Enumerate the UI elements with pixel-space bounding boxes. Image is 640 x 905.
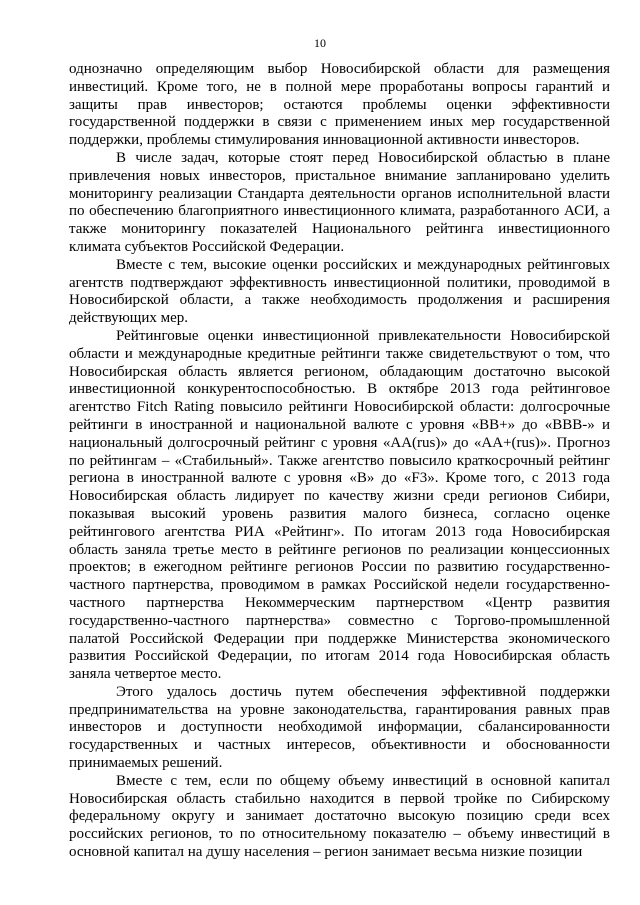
page-number: 10 xyxy=(314,36,326,50)
paragraph-credit-ratings: Рейтинговые оценки инвестиционной привлекательности Новосибирской области и международные кредитные рейтинги также свидетельствуют о том, что Новосибирская область является регионом, обладающим достаточно высокой инвестиционной конкурентоспособностью. В октябре 2013 года рейтинговое агентство Fitch Rating повысило рейтинги Новосибирской области: долгосрочные рейтинги в иностранной и национальной валюте с уровня «ВВ+» до «ВВВ-» и национальный долгосрочный рейтинг с уровня «АА(rus)» до «АА+(rus)». Прогноз по рейтингам – «Стабильный». Также агентство повысило краткосрочный рейтинг региона в иностранной валюте с уровня «В» до «F3». Кроме того, с 2013 года Новосибирская область лидирует по качеству жизни среди регионов Сибири, показывая высокий уровень развития малого бизнеса, согласно оценке рейтингового агентства РИА «Рейтинг». По итогам 2013 года Новосибирская область заняла третье место в рейтинге регионов по реализации концессионных проектов; в ежегодном рейтинге регионов России по развитию государственно-частного партнерства, проводимом в рамках Российской недели государственно-частного партнерства Некоммерческим партнерством «Центр развития государственно-частного партнерства» совместно с Торгово-промышленной палатой Российской Федерации при поддержке Министерства экономического развития Российской Федерации, по итогам 2014 года Новосибирская область заняла четвертое место. xyxy=(69,327,610,683)
paragraph-support-measures: Этого удалось достичь путем обеспечения эффективной поддержки предпринимательства на уровне законодательства, гарантирования равных прав инвесторов и доступности необходимой информации, сбалансированности государственных и частных интересов, объективности и обоснованности принимаемых решений. xyxy=(69,683,610,772)
paragraph-rating-agencies: Вместе с тем, высокие оценки российских и международных рейтинговых агентств подтверждают эффективность инвестиционной политики, проводимой в Новосибирской области, а также необходимость продолжения и расширения действующих мер. xyxy=(69,256,610,327)
body-text xyxy=(69,61,610,862)
paragraph-continuation: однозначно определяющим выбор Новосибирской области для размещения инвестиций. Кроме того, не в полной мере проработаны вопросы гарантий и защиты прав инвесторов; остаются проблемы оценки эффективности государственной поддержки в связи с применением иных мер государственной поддержки, проблемы стимулирования инновационной активности инвесторов. xyxy=(69,61,610,149)
paragraph-investor-tasks: В числе задач, которые стоят перед Новосибирской областью в плане привлечения новых инвесторов, пристальное внимание запланировано уделить мониторингу реализации Стандарта деятельности органов исполнительной власти по обеспечению благоприятного инвестиционного климата, разработанного АСИ, а также мониторингу показателей Национального рейтинга инвестиционного климата субъектов Российской Федерации. xyxy=(69,149,610,255)
paragraph-investment-volume: Вместе с тем, если по общему объему инвестиций в основной капитал Новосибирская область стабильно находится в первой тройке по Сибирскому федеральному округу и занимает достаточно высокую позицию среди всех российских регионов, то по относительному показателю – объему инвестиций в основной капитал на душу населения – регион занимает весьма низкие позиции xyxy=(69,772,610,861)
